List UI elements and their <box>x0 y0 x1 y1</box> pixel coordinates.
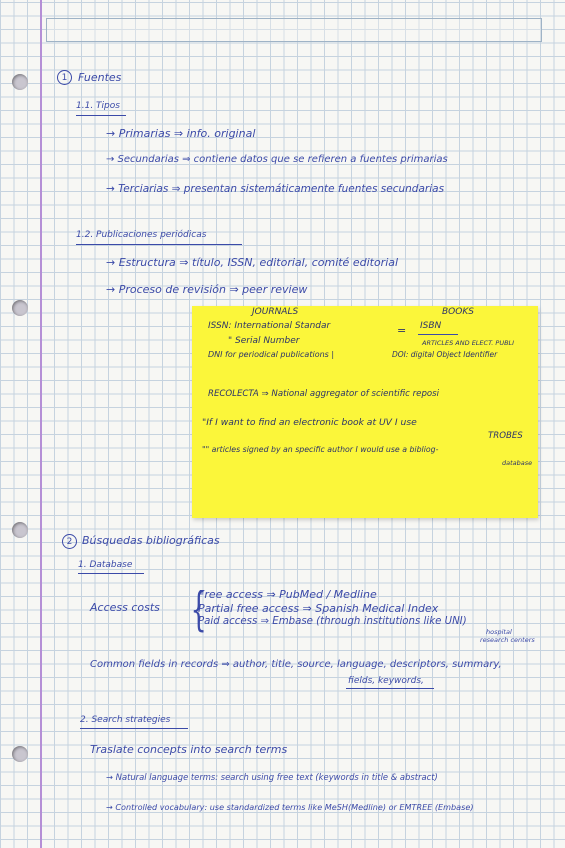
equals-sign: = <box>397 324 407 337</box>
section-title-fuentes: Fuentes <box>78 71 122 84</box>
access-item: Free access ⇒ PubMed / Medline <box>198 588 377 601</box>
underline <box>418 334 458 335</box>
underline <box>76 115 126 116</box>
journals-header: JOURNALS <box>252 307 299 317</box>
binder-hole-icon <box>12 74 28 90</box>
field-keywords-line: fields, keywords, <box>348 676 424 686</box>
database-word: database <box>502 459 533 467</box>
binder-hole-icon <box>12 300 28 316</box>
electronic-book-line: "If I want to find an electronic book at UV I use <box>202 417 417 428</box>
articles-elect-line: ARTICLES AND ELECT. PUBLI <box>422 339 515 347</box>
list-item: → Secundarias ⇒ contiene datos que se refieren a fuentes primarias <box>106 154 448 165</box>
hospital-note: hospital <box>486 628 512 636</box>
underline <box>346 688 434 689</box>
binder-hole-icon <box>12 522 28 538</box>
list-item: → Estructura ⇒ título, ISSN, editorial, comité editorial <box>106 256 399 269</box>
trobes-label: TROBES <box>488 431 523 441</box>
access-item: Paid access ⇒ Embase (through institutions like UNI) <box>198 616 467 627</box>
binder-hole-icon <box>12 746 28 762</box>
margin-line <box>40 0 42 848</box>
list-item: → Natural language terms: search using free text (keywords in title & abstract) <box>106 772 438 782</box>
isbn-label: ISBN <box>420 321 442 331</box>
list-item: → Proceso de revisión ⇒ peer review <box>106 283 308 296</box>
section-number-1: 1 <box>57 70 72 85</box>
list-item: → Controlled vocabulary: use standardized terms like MeSH(Medline) or EMTREE (Embase) <box>106 802 474 812</box>
brace-icon: { <box>190 582 207 636</box>
subsection-title-tipos: 1.1. Tipos <box>76 101 120 111</box>
subsection-title-publicaciones: 1.2. Publicaciones periódicas <box>76 230 207 240</box>
section-number-2: 2 <box>62 534 77 549</box>
common-fields-line: Common fields in records ⇒ author, title, source, language, descriptors, summary, <box>90 659 502 670</box>
recolecta-line: RECOLECTA ⇒ National aggregator of scientific reposi <box>208 389 440 399</box>
research-centers-note: research centers <box>480 636 535 644</box>
subsection-title-database: 1. Database <box>78 560 133 570</box>
books-header: BOOKS <box>442 307 474 317</box>
header-box <box>46 18 542 42</box>
doi-line: DOI: digital Object Identifier <box>392 350 498 359</box>
sticky-note <box>192 306 538 518</box>
issn-line: ISSN: International Standar <box>208 321 331 331</box>
list-item: → Terciarias ⇒ presentan sistemáticamente fuentes secundarias <box>106 183 445 195</box>
access-costs-label: Access costs <box>90 601 160 614</box>
section-title-busquedas: Búsquedas bibliográficas <box>82 534 220 547</box>
dni-line: DNI for periodical publications | <box>208 350 335 359</box>
underline <box>80 728 188 729</box>
subsection-title-search-strategies: 2. Search strategies <box>80 715 171 725</box>
list-item: → Primarias ⇒ info. original <box>106 127 256 140</box>
underline <box>78 573 144 574</box>
serial-line: " Serial Number <box>228 336 300 346</box>
access-item: Partial free access ⇒ Spanish Medical Index <box>198 602 439 615</box>
articles-signed-line: "" articles signed by an specific author I would use a bibliog- <box>202 445 439 454</box>
underline <box>76 244 242 245</box>
translate-line: Traslate concepts into search terms <box>90 743 288 756</box>
